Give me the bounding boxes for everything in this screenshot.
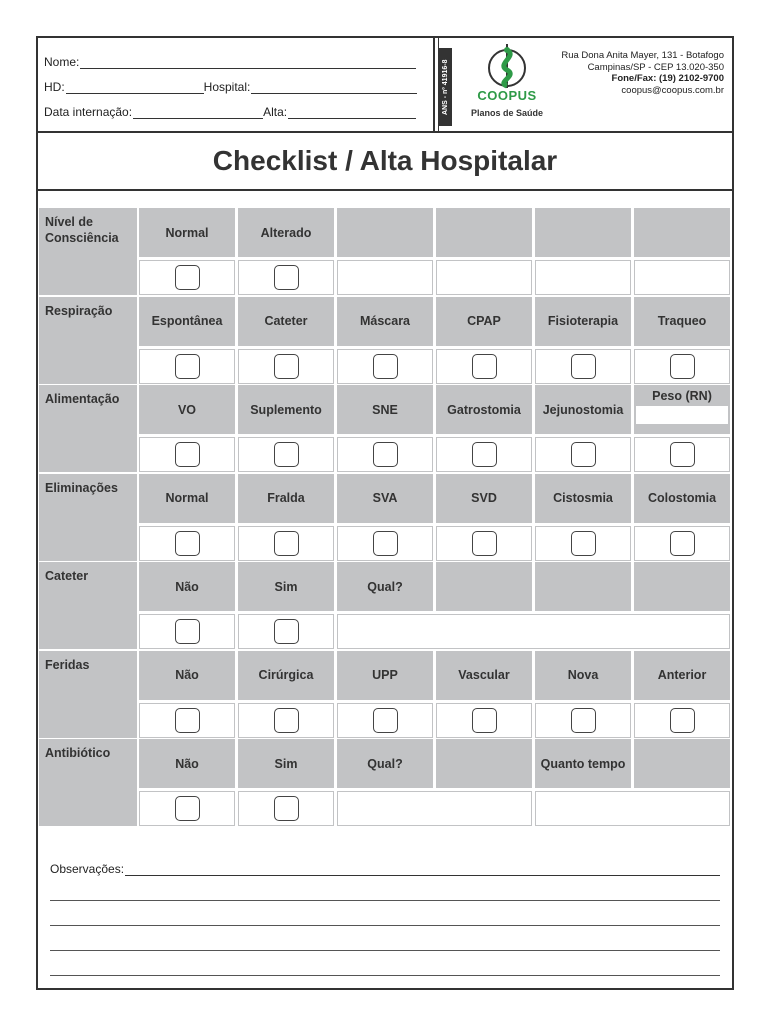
observacoes-line[interactable] — [50, 876, 720, 901]
checkbox[interactable] — [373, 442, 398, 467]
option-header-suplemento: Suplemento — [238, 385, 334, 434]
option-header-cpap: CPAP — [436, 297, 532, 346]
option-header-empty — [436, 208, 532, 257]
option-header-sim: Sim — [238, 562, 334, 611]
checkbox-cell — [238, 526, 334, 561]
checkbox[interactable] — [571, 442, 596, 467]
checkbox-cell — [337, 526, 433, 561]
checkbox-cell — [535, 437, 631, 472]
option-header-upp: UPP — [337, 651, 433, 700]
option-header-vo: VO — [139, 385, 235, 434]
option-header-empty — [436, 562, 532, 611]
section-label: Cateter — [39, 562, 137, 649]
checkbox-cell — [436, 349, 532, 384]
section-nivel-de-consciencia — [38, 208, 732, 297]
observacoes-line[interactable] — [50, 951, 720, 976]
empty-cell[interactable] — [634, 260, 730, 295]
checkbox[interactable] — [175, 619, 200, 644]
option-header-nao: Não — [139, 651, 235, 700]
option-header-vascular: Vascular — [436, 651, 532, 700]
option-header-jejunostomia: Jejunostomia — [535, 385, 631, 434]
checkbox[interactable] — [373, 354, 398, 379]
section-label: Respiração — [39, 297, 137, 384]
checkbox[interactable] — [670, 442, 695, 467]
option-header-empty — [634, 739, 730, 788]
checkbox[interactable] — [274, 442, 299, 467]
nome-field[interactable] — [80, 56, 416, 69]
option-header-sva: SVA — [337, 474, 433, 523]
address-line-2: Campinas/SP - CEP 13.020-350 — [587, 61, 724, 73]
page-title: Checklist / Alta Hospitalar — [212, 145, 558, 176]
quanto-tempo-field[interactable] — [535, 791, 730, 826]
option-header-alterado: Alterado — [238, 208, 334, 257]
section-label: Nível de Consciência — [39, 208, 137, 295]
section-respiracao — [38, 297, 732, 386]
section-feridas — [38, 651, 732, 740]
option-header-qual: Qual? — [337, 562, 433, 611]
hd-label: HD: — [44, 80, 65, 94]
option-header-mascara: Máscara — [337, 297, 433, 346]
alta-label: Alta: — [263, 105, 288, 119]
hospital-field[interactable] — [251, 81, 417, 94]
hospital-label: Hospital: — [203, 80, 251, 94]
option-header-empty — [634, 562, 730, 611]
company-phone: Fone/Fax: (19) 2102-9700 — [611, 73, 724, 84]
option-header-qual: Qual? — [337, 739, 433, 788]
alta-field[interactable] — [288, 106, 416, 119]
checkbox-cell — [139, 349, 235, 384]
option-header-fralda: Fralda — [238, 474, 334, 523]
checkbox-cell — [535, 349, 631, 384]
observacoes-line[interactable] — [50, 926, 720, 951]
checklist-form — [36, 36, 734, 990]
ans-badge: ANS - nº 41916-8 — [439, 48, 452, 126]
checkbox[interactable] — [571, 531, 596, 556]
option-header-nao: Não — [139, 739, 235, 788]
observacoes-field[interactable] — [125, 863, 720, 876]
option-header-empty — [535, 562, 631, 611]
company-email: coopus@coopus.com.br — [621, 84, 724, 96]
checkbox-cell — [337, 437, 433, 472]
checkbox[interactable] — [472, 354, 497, 379]
empty-cell[interactable] — [535, 260, 631, 295]
checkbox[interactable] — [274, 354, 299, 379]
section-label: Feridas — [39, 651, 137, 738]
option-header-traqueo: Traqueo — [634, 297, 730, 346]
coopus-tagline: Planos de Saúde — [470, 108, 544, 118]
option-header-espontanea: Espontânea — [139, 297, 235, 346]
checkbox-cell — [139, 703, 235, 738]
company-address — [524, 50, 724, 96]
checkbox-cell — [436, 437, 532, 472]
option-header-nao: Não — [139, 562, 235, 611]
empty-cell[interactable] — [337, 260, 433, 295]
checkbox-cell — [337, 703, 433, 738]
checkbox[interactable] — [373, 531, 398, 556]
checkbox[interactable] — [373, 708, 398, 733]
checkbox[interactable] — [472, 708, 497, 733]
qual-field[interactable] — [337, 614, 730, 649]
checkbox[interactable] — [274, 531, 299, 556]
checkbox-cell — [634, 526, 730, 561]
empty-cell[interactable] — [436, 260, 532, 295]
checkbox-cell — [436, 703, 532, 738]
section-label: Eliminações — [39, 474, 137, 561]
checkbox-cell — [535, 703, 631, 738]
option-label: Peso (RN) — [652, 389, 712, 403]
option-header-cateter: Cateter — [238, 297, 334, 346]
checkbox-cell — [238, 614, 334, 649]
option-header-normal: Normal — [139, 474, 235, 523]
checkbox[interactable] — [274, 796, 299, 821]
form-header — [38, 38, 732, 133]
option-header-quanto-tempo: Quanto tempo — [535, 739, 631, 788]
option-header-fisioterapia: Fisioterapia — [535, 297, 631, 346]
option-header-svd: SVD — [436, 474, 532, 523]
option-header-empty — [535, 208, 631, 257]
qual-field[interactable] — [337, 791, 532, 826]
observacoes-line[interactable] — [50, 901, 720, 926]
option-header-nova: Nova — [535, 651, 631, 700]
section-cateter — [38, 562, 732, 651]
checkbox-cell — [634, 703, 730, 738]
checkbox[interactable] — [472, 442, 497, 467]
option-header-empty — [436, 739, 532, 788]
section-label: Antibiótico — [39, 739, 137, 826]
section-label: Alimentação — [39, 385, 137, 472]
nome-label: Nome: — [44, 55, 80, 69]
checkbox-cell — [238, 349, 334, 384]
checkbox-cell — [634, 437, 730, 472]
checkbox[interactable] — [472, 531, 497, 556]
checkbox-cell — [139, 260, 235, 295]
checkbox[interactable] — [175, 265, 200, 290]
section-alimentacao — [38, 385, 732, 474]
option-header-peso-rn — [634, 385, 730, 434]
checkbox[interactable] — [274, 619, 299, 644]
address-line-1: Rua Dona Anita Mayer, 131 - Botafogo — [561, 50, 724, 61]
peso-input[interactable] — [636, 406, 728, 424]
checkbox-cell — [139, 791, 235, 826]
observations — [50, 858, 720, 976]
option-header-empty — [337, 208, 433, 257]
checkbox[interactable] — [175, 531, 200, 556]
checkbox[interactable] — [571, 708, 596, 733]
checkbox[interactable] — [175, 354, 200, 379]
option-header-sne: SNE — [337, 385, 433, 434]
coopus-wordmark: COOPUS — [477, 88, 537, 103]
option-header-gatrostomia: Gatrostomia — [436, 385, 532, 434]
checkbox[interactable] — [670, 708, 695, 733]
checkbox-cell — [238, 791, 334, 826]
checkbox[interactable] — [274, 265, 299, 290]
hd-field[interactable] — [66, 81, 204, 94]
checkbox-cell — [139, 614, 235, 649]
option-header-anterior: Anterior — [634, 651, 730, 700]
checkbox-cell — [436, 526, 532, 561]
option-header-cirurgica: Cirúrgica — [238, 651, 334, 700]
checkbox[interactable] — [670, 354, 695, 379]
title-band — [38, 133, 732, 191]
data-internacao-field[interactable] — [133, 106, 263, 119]
checkbox-cell — [634, 349, 730, 384]
checklist-grid — [38, 208, 732, 828]
observacoes-label: Observações: — [50, 862, 125, 876]
checkbox-cell — [337, 349, 433, 384]
option-header-normal: Normal — [139, 208, 235, 257]
checkbox-cell — [238, 260, 334, 295]
checkbox-cell — [139, 526, 235, 561]
option-header-colostomia: Colostomia — [634, 474, 730, 523]
checkbox-cell — [139, 437, 235, 472]
patient-fields — [44, 48, 430, 123]
checkbox[interactable] — [175, 796, 200, 821]
checkbox-cell — [535, 526, 631, 561]
option-header-cistosmia: Cistosmia — [535, 474, 631, 523]
checkbox-cell — [238, 703, 334, 738]
option-header-empty — [634, 208, 730, 257]
data-internacao-label: Data internação: — [44, 105, 133, 119]
section-antibiotico — [38, 739, 732, 828]
checkbox[interactable] — [175, 708, 200, 733]
section-eliminacoes — [38, 474, 732, 563]
checkbox-cell — [238, 437, 334, 472]
checkbox[interactable] — [670, 531, 695, 556]
checkbox[interactable] — [175, 442, 200, 467]
option-header-sim: Sim — [238, 739, 334, 788]
checkbox[interactable] — [274, 708, 299, 733]
checkbox[interactable] — [571, 354, 596, 379]
